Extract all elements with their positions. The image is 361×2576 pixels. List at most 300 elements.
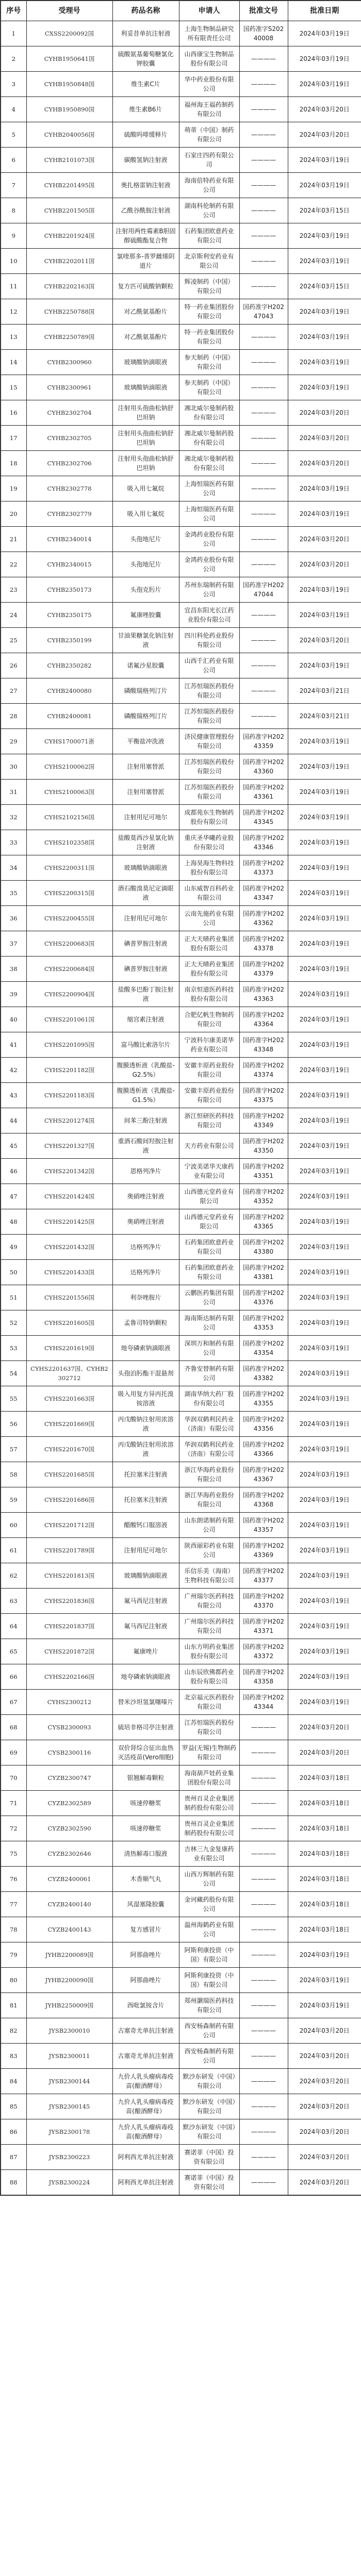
cell-drug-name: 风湿塞隆胶囊	[112, 1892, 179, 1917]
cell-drug-name: 奥扎格雷钠注射液	[112, 173, 179, 198]
cell-approval-no: 国药准字H20243370	[239, 1589, 288, 1614]
cell-approval-no: 国药准字S20240008	[239, 21, 288, 46]
table-row	[1, 577, 361, 603]
cell-approval-no: 国药准字H20243347	[239, 881, 288, 906]
cell-applicant: 湖南华纳大药厂股份有限公司	[179, 1386, 239, 1412]
cell-approval-no: 国药准字H20243368	[239, 1487, 288, 1513]
cell-applicant: 山东辰欣佛都药业股份有限公司	[179, 1664, 239, 1690]
cell-drug-name: 九价人乳头瘤病毒疫苗(酿酒酵母）	[112, 2094, 179, 2119]
cell-drug-name: 银翘解毒颗粒	[112, 1765, 179, 1791]
cell-approval-no: 国药准字H20243366	[239, 1437, 288, 1462]
cell-approval-date: 2024年03月19日	[288, 603, 361, 628]
cell-drug-name: 盐酸多巴酚丁胺注射液	[112, 982, 179, 1007]
cell-approval-date: 2024年03月19日	[288, 21, 361, 46]
cell-receipt-no: CYHS2201872国	[26, 1639, 112, 1664]
cell-drug-name: 富马酸比索洛尔片	[112, 1032, 179, 1058]
cell-receipt-no: JYHB2200089国	[26, 1942, 112, 1968]
cell-receipt-no: CYHB2250789国	[26, 325, 112, 350]
cell-drug-name: 孟鲁司特钠颗粒	[112, 1310, 179, 1336]
cell-receipt-no: JYHB2250009国	[26, 1993, 112, 2018]
table-row	[1, 931, 361, 957]
cell-approval-date: 2024年03月18日	[288, 1791, 361, 1816]
cell-approval-no: 国药准字H20243375	[239, 1083, 288, 1108]
table-row	[1, 400, 361, 426]
cell-approval-date: 2024年03月19日	[288, 223, 361, 249]
table-row	[1, 1260, 361, 1285]
cell-approval-date: 2024年03月18日	[288, 1816, 361, 1841]
cell-applicant: 宜昌东阳光长江药业股份有限公司	[179, 603, 239, 628]
cell-seq: 12	[1, 299, 26, 325]
cell-receipt-no: CYHB2302705	[26, 426, 112, 451]
cell-seq: 37	[1, 931, 26, 957]
cell-approval-date: 2024年03月19日	[288, 1589, 361, 1614]
cell-applicant: 山西康宝生物制品股份有限公司	[179, 46, 239, 72]
header-approval-date: 批准日期	[288, 1, 361, 21]
cell-receipt-no: CYHS2201432国	[26, 1235, 112, 1260]
cell-drug-name: 玻璃酸钠滴眼液	[112, 350, 179, 375]
cell-drug-name: 丙戊酸钠注射用浓溶液	[112, 1437, 179, 1462]
cell-approval-no: ————	[239, 527, 288, 552]
cell-seq: 83	[1, 2044, 26, 2069]
cell-applicant: 阿斯利康投资（中国）有限公司	[179, 1942, 239, 1968]
cell-drug-name: 头孢泊肟酯干混悬剂	[112, 1361, 179, 1386]
cell-approval-no: ————	[239, 1968, 288, 1993]
cell-applicant: 成都苑东生物制药股份有限公司	[179, 805, 239, 830]
table-row	[1, 1108, 361, 1133]
cell-approval-date: 2024年03月20日	[288, 2145, 361, 2170]
cell-seq: 20	[1, 501, 26, 527]
cell-applicant: 石药集团欧意药业有限公司	[179, 1260, 239, 1285]
cell-approval-date: 2024年03月18日	[288, 1892, 361, 1917]
table-row	[1, 350, 361, 375]
table-row	[1, 1310, 361, 1336]
cell-approval-date: 2024年03月19日	[288, 1184, 361, 1209]
cell-receipt-no: CYHS2200904国	[26, 982, 112, 1007]
cell-receipt-no: CYHS2202166国	[26, 1664, 112, 1690]
cell-drug-name: 恩格列净片	[112, 1159, 179, 1184]
cell-applicant: 正大天晴药业集团股份有限公司	[179, 931, 239, 957]
cell-drug-name: 注射用尼可地尔	[112, 1538, 179, 1563]
cell-seq: 30	[1, 754, 26, 780]
cell-seq: 18	[1, 451, 26, 476]
cell-seq: 9	[1, 223, 26, 249]
cell-seq: 47	[1, 1184, 26, 1209]
cell-approval-date: 2024年03月19日	[288, 46, 361, 72]
cell-approval-no: 国药准字H20247043	[239, 299, 288, 325]
cell-approval-no: 国药准字H20243371	[239, 1614, 288, 1639]
cell-seq: 84	[1, 2069, 26, 2094]
cell-seq: 6	[1, 148, 26, 173]
cell-drug-name: 玻璃酸钠滴眼液	[112, 1563, 179, 1589]
cell-receipt-no: CYHS2201685国	[26, 1462, 112, 1487]
cell-drug-name: 吸入用七氟烷	[112, 501, 179, 527]
table-row	[1, 2170, 361, 2196]
cell-drug-name: 木香顺气丸	[112, 1867, 179, 1892]
cell-approval-no: ————	[239, 1740, 288, 1765]
cell-applicant: 默沙东研发（中国）有限公司	[179, 2069, 239, 2094]
cell-receipt-no: CYHS2201619国	[26, 1336, 112, 1361]
cell-seq: 1	[1, 21, 26, 46]
cell-receipt-no: CYHB2201924国	[26, 223, 112, 249]
table-row	[1, 2069, 361, 2094]
cell-applicant: 山西德元堂药业有限公司	[179, 1184, 239, 1209]
cell-approval-no: 国药准字H20243364	[239, 1007, 288, 1032]
cell-approval-no: 国药准字H20243345	[239, 805, 288, 830]
table-row	[1, 678, 361, 704]
cell-drug-name: 阿利西尤单抗注射液	[112, 2170, 179, 2196]
table-row	[1, 1159, 361, 1184]
cell-approval-no: ————	[239, 2018, 288, 2044]
cell-receipt-no: CYHB2302779	[26, 501, 112, 527]
cell-seq: 85	[1, 2094, 26, 2119]
table-row	[1, 527, 361, 552]
table-row	[1, 1917, 361, 1942]
cell-drug-name: 对乙酰氨基酚片	[112, 299, 179, 325]
cell-receipt-no: CYZB2302589	[26, 1791, 112, 1816]
cell-drug-name: 双价肾综合征出血热灭活疫苗(Vero细胞)	[112, 1740, 179, 1765]
cell-seq: 10	[1, 249, 26, 274]
cell-applicant: 海南斯达制药有限公司	[179, 1310, 239, 1336]
cell-receipt-no: CYHB1950641国	[26, 46, 112, 72]
cell-applicant: 北京福元医药股份有限公司	[179, 1690, 239, 1715]
cell-seq: 7	[1, 173, 26, 198]
cell-receipt-no: JYSB2300011	[26, 2044, 112, 2069]
cell-approval-no: ————	[239, 426, 288, 451]
cell-approval-no: ————	[239, 1867, 288, 1892]
cell-approval-date: 2024年03月19日	[288, 855, 361, 881]
cell-approval-date: 2024年03月18日	[288, 1917, 361, 1942]
cell-approval-date: 2024年03月19日	[288, 1083, 361, 1108]
cell-applicant: 默沙东研发（中国）有限公司	[179, 2119, 239, 2145]
cell-applicant: 罗益(无锡)生物制药有限公司	[179, 1740, 239, 1765]
cell-receipt-no: CYHS2300212	[26, 1690, 112, 1715]
cell-drug-name: 头孢克肟片	[112, 577, 179, 603]
cell-receipt-no: CYHS2201669国	[26, 1412, 112, 1437]
cell-approval-date: 2024年03月20日	[288, 451, 361, 476]
table-row	[1, 1412, 361, 1437]
cell-seq: 80	[1, 1968, 26, 1993]
cell-receipt-no: CYHB2300961	[26, 375, 112, 400]
cell-receipt-no: CYHB2302704	[26, 400, 112, 426]
table-row	[1, 957, 361, 982]
cell-seq: 78	[1, 1917, 26, 1942]
cell-approval-date: 2024年03月19日	[288, 1513, 361, 1538]
cell-approval-date: 2024年03月20日	[288, 2018, 361, 2044]
cell-receipt-no: CYHS2201342国	[26, 1159, 112, 1184]
cell-approval-no: ————	[239, 1993, 288, 2018]
cell-drug-name: 氯喹那多-普罗雌烯阴道片	[112, 249, 179, 274]
cell-seq: 16	[1, 400, 26, 426]
cell-seq: 61	[1, 1538, 26, 1563]
cell-approval-date: 2024年03月19日	[288, 325, 361, 350]
cell-applicant: 金鸿药业股份有限公司	[179, 527, 239, 552]
cell-applicant: 乐信乐美（海南）生物科技有限公司	[179, 1563, 239, 1589]
table-row	[1, 603, 361, 628]
cell-seq: 11	[1, 274, 26, 299]
cell-approval-no: ————	[239, 1917, 288, 1942]
cell-seq: 23	[1, 577, 26, 603]
cell-seq: 50	[1, 1260, 26, 1285]
cell-applicant: 正大天晴药业集团股份有限公司	[179, 957, 239, 982]
cell-approval-date: 2024年03月19日	[288, 1361, 361, 1386]
cell-receipt-no: CYHS2201433国	[26, 1260, 112, 1285]
cell-seq: 72	[1, 1816, 26, 1841]
cell-seq: 26	[1, 653, 26, 678]
cell-applicant: 山西德元堂药业有限公司	[179, 1209, 239, 1235]
cell-approval-date: 2024年03月19日	[288, 1235, 361, 1260]
cell-applicant: 贵州百灵企业集团制药股份有限公司	[179, 1791, 239, 1816]
cell-seq: 87	[1, 2145, 26, 2170]
cell-applicant: 安徽丰原药业股份有限公司	[179, 1083, 239, 1108]
cell-approval-no: ————	[239, 501, 288, 527]
cell-applicant: 上海恒瑞医药有限公司	[179, 476, 239, 501]
cell-seq: 43	[1, 1083, 26, 1108]
cell-applicant: 海南倍特药业有限公司	[179, 173, 239, 198]
cell-drug-name: 利妥昔单抗注射液	[112, 21, 179, 46]
cell-drug-name: 碳酸氢钠注射液	[112, 148, 179, 173]
table-row	[1, 72, 361, 97]
table-row	[1, 830, 361, 855]
cell-applicant: 贵州百灵企业集团制药股份有限公司	[179, 1816, 239, 1841]
cell-approval-date: 2024年03月21日	[288, 678, 361, 704]
cell-drug-name: 磷酸瑞格列汀片	[112, 704, 179, 729]
cell-seq: 31	[1, 780, 26, 805]
cell-applicant: 辉凌制药（中国）有限公司	[179, 274, 239, 299]
cell-approval-no: ————	[239, 325, 288, 350]
cell-receipt-no: JYSB2300178	[26, 2119, 112, 2145]
cell-approval-no: ————	[239, 1765, 288, 1791]
cell-applicant: 石家庄四药有限公司	[179, 148, 239, 173]
cell-drug-name: 氟马西尼注射液	[112, 1614, 179, 1639]
cell-approval-date: 2024年03月19日	[288, 1133, 361, 1159]
cell-approval-no: ————	[239, 2094, 288, 2119]
cell-receipt-no: CYHS2201813国	[26, 1563, 112, 1589]
cell-applicant: 赛诺菲（中国）投资有限公司	[179, 2145, 239, 2170]
cell-applicant: 华润双鹤利民药业（济南）有限公司	[179, 1412, 239, 1437]
cell-receipt-no: JYSB2300224	[26, 2170, 112, 2196]
cell-approval-date: 2024年03月19日	[288, 982, 361, 1007]
cell-applicant: 江苏恒瑞医药股份有限公司	[179, 704, 239, 729]
cell-approval-no: 国药准字H20243353	[239, 1310, 288, 1336]
table-row	[1, 1942, 361, 1968]
table-row	[1, 1563, 361, 1589]
cell-approval-date: 2024年03月19日	[288, 754, 361, 780]
table-row	[1, 1007, 361, 1032]
cell-drug-name: 咳速停糖浆	[112, 1816, 179, 1841]
cell-receipt-no: CYHB2250788国	[26, 299, 112, 325]
cell-seq: 79	[1, 1942, 26, 1968]
cell-approval-date: 2024年03月20日	[288, 1740, 361, 1765]
cell-drug-name: 替米沙坦氢氯噻嗪片	[112, 1690, 179, 1715]
table-row	[1, 1639, 361, 1664]
cell-receipt-no: CYHS2102358国	[26, 830, 112, 855]
cell-receipt-no: CYHB1950890国	[26, 97, 112, 122]
cell-applicant: 齐鲁安替制药有限公司	[179, 1361, 239, 1386]
table-row	[1, 21, 361, 46]
cell-seq: 86	[1, 2119, 26, 2145]
cell-seq: 24	[1, 603, 26, 628]
cell-applicant: 深圳万和制药有限公司	[179, 1336, 239, 1361]
cell-applicant: 南京恒道医药科技股份有限公司	[179, 982, 239, 1007]
table-row	[1, 1235, 361, 1260]
table-row	[1, 729, 361, 754]
cell-receipt-no: CYHS2201789国	[26, 1538, 112, 1563]
cell-approval-date: 2024年03月19日	[288, 1942, 361, 1968]
table-row	[1, 1083, 361, 1108]
cell-applicant: 重庆圣华曦药业股份有限公司	[179, 830, 239, 855]
table-row	[1, 122, 361, 148]
cell-approval-date: 2024年03月19日	[288, 501, 361, 527]
cell-approval-date: 2024年03月19日	[288, 350, 361, 375]
cell-drug-name: 玻璃酸钠滴眼液	[112, 375, 179, 400]
cell-approval-no: ————	[239, 653, 288, 678]
cell-approval-no: ————	[239, 628, 288, 653]
cell-seq: 77	[1, 1892, 26, 1917]
cell-approval-date: 2024年03月19日	[288, 173, 361, 198]
cell-applicant: 湘北威尔曼制药股份有限公司	[179, 451, 239, 476]
cell-approval-no: ————	[239, 400, 288, 426]
cell-drug-name: 头孢地尼片	[112, 552, 179, 577]
table-row	[1, 223, 361, 249]
cell-applicant: 湘北威尔曼制药股份有限公司	[179, 426, 239, 451]
cell-applicant: 特一药业集团股份有限公司	[179, 299, 239, 325]
cell-receipt-no: CYHB2350175	[26, 603, 112, 628]
cell-receipt-no: CYHS2201424国	[26, 1184, 112, 1209]
cell-seq: 48	[1, 1209, 26, 1235]
header-applicant: 申请人	[179, 1, 239, 21]
cell-approval-no: ————	[239, 350, 288, 375]
cell-approval-no: ————	[239, 72, 288, 97]
cell-receipt-no: CYHB2202011国	[26, 249, 112, 274]
cell-drug-name: 碘普罗胺注射液	[112, 931, 179, 957]
cell-applicant: 天方药业有限公司	[179, 1133, 239, 1159]
cell-approval-no: 国药准字H20243362	[239, 906, 288, 931]
cell-approval-no: ————	[239, 1841, 288, 1867]
cell-drug-name: 对乙酰氨基酚片	[112, 325, 179, 350]
cell-drug-name: 头孢地尼片	[112, 527, 179, 552]
cell-applicant: 上海恒瑞医药有限公司	[179, 501, 239, 527]
cell-drug-name: 阿利西尤单抗注射液	[112, 2145, 179, 2170]
cell-applicant: 参天制药（中国）有限公司	[179, 375, 239, 400]
cell-drug-name: 醋酸钙口服溶液	[112, 1513, 179, 1538]
cell-approval-date: 2024年03月20日	[288, 628, 361, 653]
cell-approval-date: 2024年03月19日	[288, 249, 361, 274]
cell-receipt-no: JYSB2300144	[26, 2069, 112, 2094]
cell-receipt-no: CYZB2400061	[26, 1867, 112, 1892]
cell-applicant: 金鸿药业股份有限公司	[179, 552, 239, 577]
cell-receipt-no: CYHS2201836国	[26, 1589, 112, 1614]
cell-seq: 5	[1, 122, 26, 148]
cell-approval-date: 2024年03月19日	[288, 1386, 361, 1412]
cell-approval-no: 国药准字H20243359	[239, 729, 288, 754]
cell-seq: 62	[1, 1563, 26, 1589]
cell-applicant: 宁波科尔康美诺华药业有限公司	[179, 1032, 239, 1058]
cell-seq: 51	[1, 1285, 26, 1310]
cell-drug-name: 玻璃酸钠滴眼液	[112, 855, 179, 881]
cell-applicant: 济民健康管理股份有限公司	[179, 729, 239, 754]
cell-approval-date: 2024年03月19日	[288, 1538, 361, 1563]
cell-approval-date: 2024年03月20日	[288, 1715, 361, 1740]
cell-drug-name: 硫酸吗啡缓释片	[112, 122, 179, 148]
cell-approval-date: 2024年03月19日	[288, 148, 361, 173]
cell-approval-date: 2024年03月18日	[288, 1867, 361, 1892]
cell-drug-name: 咳速停糖浆	[112, 1791, 179, 1816]
cell-drug-name: 甘油果糖氯化钠注射液	[112, 628, 179, 653]
cell-drug-name: 吸入用复方异丙托溴铵溶液	[112, 1386, 179, 1412]
cell-drug-name: 托拉塞米注射液	[112, 1487, 179, 1513]
cell-approval-date: 2024年03月19日	[288, 1563, 361, 1589]
cell-drug-name: 九价人乳头瘤病毒疫苗(酿酒酵母）	[112, 2119, 179, 2145]
cell-approval-no: ————	[239, 2145, 288, 2170]
cell-approval-no: 国药准字H20243346	[239, 830, 288, 855]
cell-drug-name: 西吡氯铵含片	[112, 1993, 179, 2018]
table-row	[1, 1133, 361, 1159]
cell-approval-no: ————	[239, 274, 288, 299]
cell-receipt-no: CYHB2302706	[26, 451, 112, 476]
cell-receipt-no: CYHS2201686国	[26, 1487, 112, 1513]
cell-approval-date: 2024年03月19日	[288, 577, 361, 603]
cell-applicant: 苏州东瑞制药有限公司	[179, 577, 239, 603]
cell-receipt-no: CYHS2201274国	[26, 1108, 112, 1133]
cell-applicant: 赛诺菲（中国）投资有限公司	[179, 2170, 239, 2196]
cell-drug-name: 维生素B6片	[112, 97, 179, 122]
cell-applicant: 浙江华海药业股份有限公司	[179, 1487, 239, 1513]
table-row	[1, 1968, 361, 1993]
cell-approval-date: 2024年03月19日	[288, 1058, 361, 1083]
table-row	[1, 982, 361, 1007]
cell-approval-date: 2024年03月20日	[288, 2094, 361, 2119]
cell-applicant: 福州海王福药制药有限公司	[179, 97, 239, 122]
table-row	[1, 1715, 361, 1740]
cell-approval-no: 国药准字H20243378	[239, 931, 288, 957]
cell-drug-name: 复方感冒片	[112, 1917, 179, 1942]
cell-approval-date: 2024年03月20日	[288, 527, 361, 552]
cell-drug-name: 丙戊酸钠注射用浓溶液	[112, 1412, 179, 1437]
cell-approval-date: 2024年03月19日	[288, 1690, 361, 1715]
cell-approval-no: 国药准字H20243356	[239, 1412, 288, 1437]
cell-approval-date: 2024年03月20日	[288, 426, 361, 451]
cell-drug-name: 奥硝唑注射液	[112, 1209, 179, 1235]
cell-approval-no: 国药准字H20243381	[239, 1260, 288, 1285]
cell-applicant: 金诃藏药股份有限公司	[179, 1892, 239, 1917]
table-row	[1, 855, 361, 881]
cell-approval-date: 2024年03月19日	[288, 830, 361, 855]
cell-seq: 60	[1, 1513, 26, 1538]
table-row	[1, 375, 361, 400]
header-seq: 序号	[1, 1, 26, 21]
cell-receipt-no: CYHS2200683国	[26, 931, 112, 957]
cell-approval-date: 2024年03月19日	[288, 1285, 361, 1310]
cell-approval-no: ————	[239, 148, 288, 173]
cell-approval-no: 国药准字H20243355	[239, 1386, 288, 1412]
cell-seq: 8	[1, 198, 26, 223]
cell-approval-no: ————	[239, 46, 288, 72]
cell-approval-no: 国药准字H20243344	[239, 1690, 288, 1715]
cell-approval-date: 2024年03月19日	[288, 1664, 361, 1690]
cell-drug-name: 地夸磷索钠滴眼液	[112, 1664, 179, 1690]
cell-applicant: 湖南科伦制药有限公司	[179, 198, 239, 223]
cell-approval-no: ————	[239, 2119, 288, 2145]
table-row	[1, 1513, 361, 1538]
cell-approval-no: 国药准字H20243380	[239, 1235, 288, 1260]
cell-approval-date: 2024年03月19日	[288, 72, 361, 97]
cell-receipt-no: CYZB2300747	[26, 1765, 112, 1791]
cell-approval-date: 2024年03月19日	[288, 1209, 361, 1235]
cell-approval-no: ————	[239, 1816, 288, 1841]
cell-approval-date: 2024年03月20日	[288, 400, 361, 426]
cell-seq: 52	[1, 1310, 26, 1336]
table-row	[1, 704, 361, 729]
